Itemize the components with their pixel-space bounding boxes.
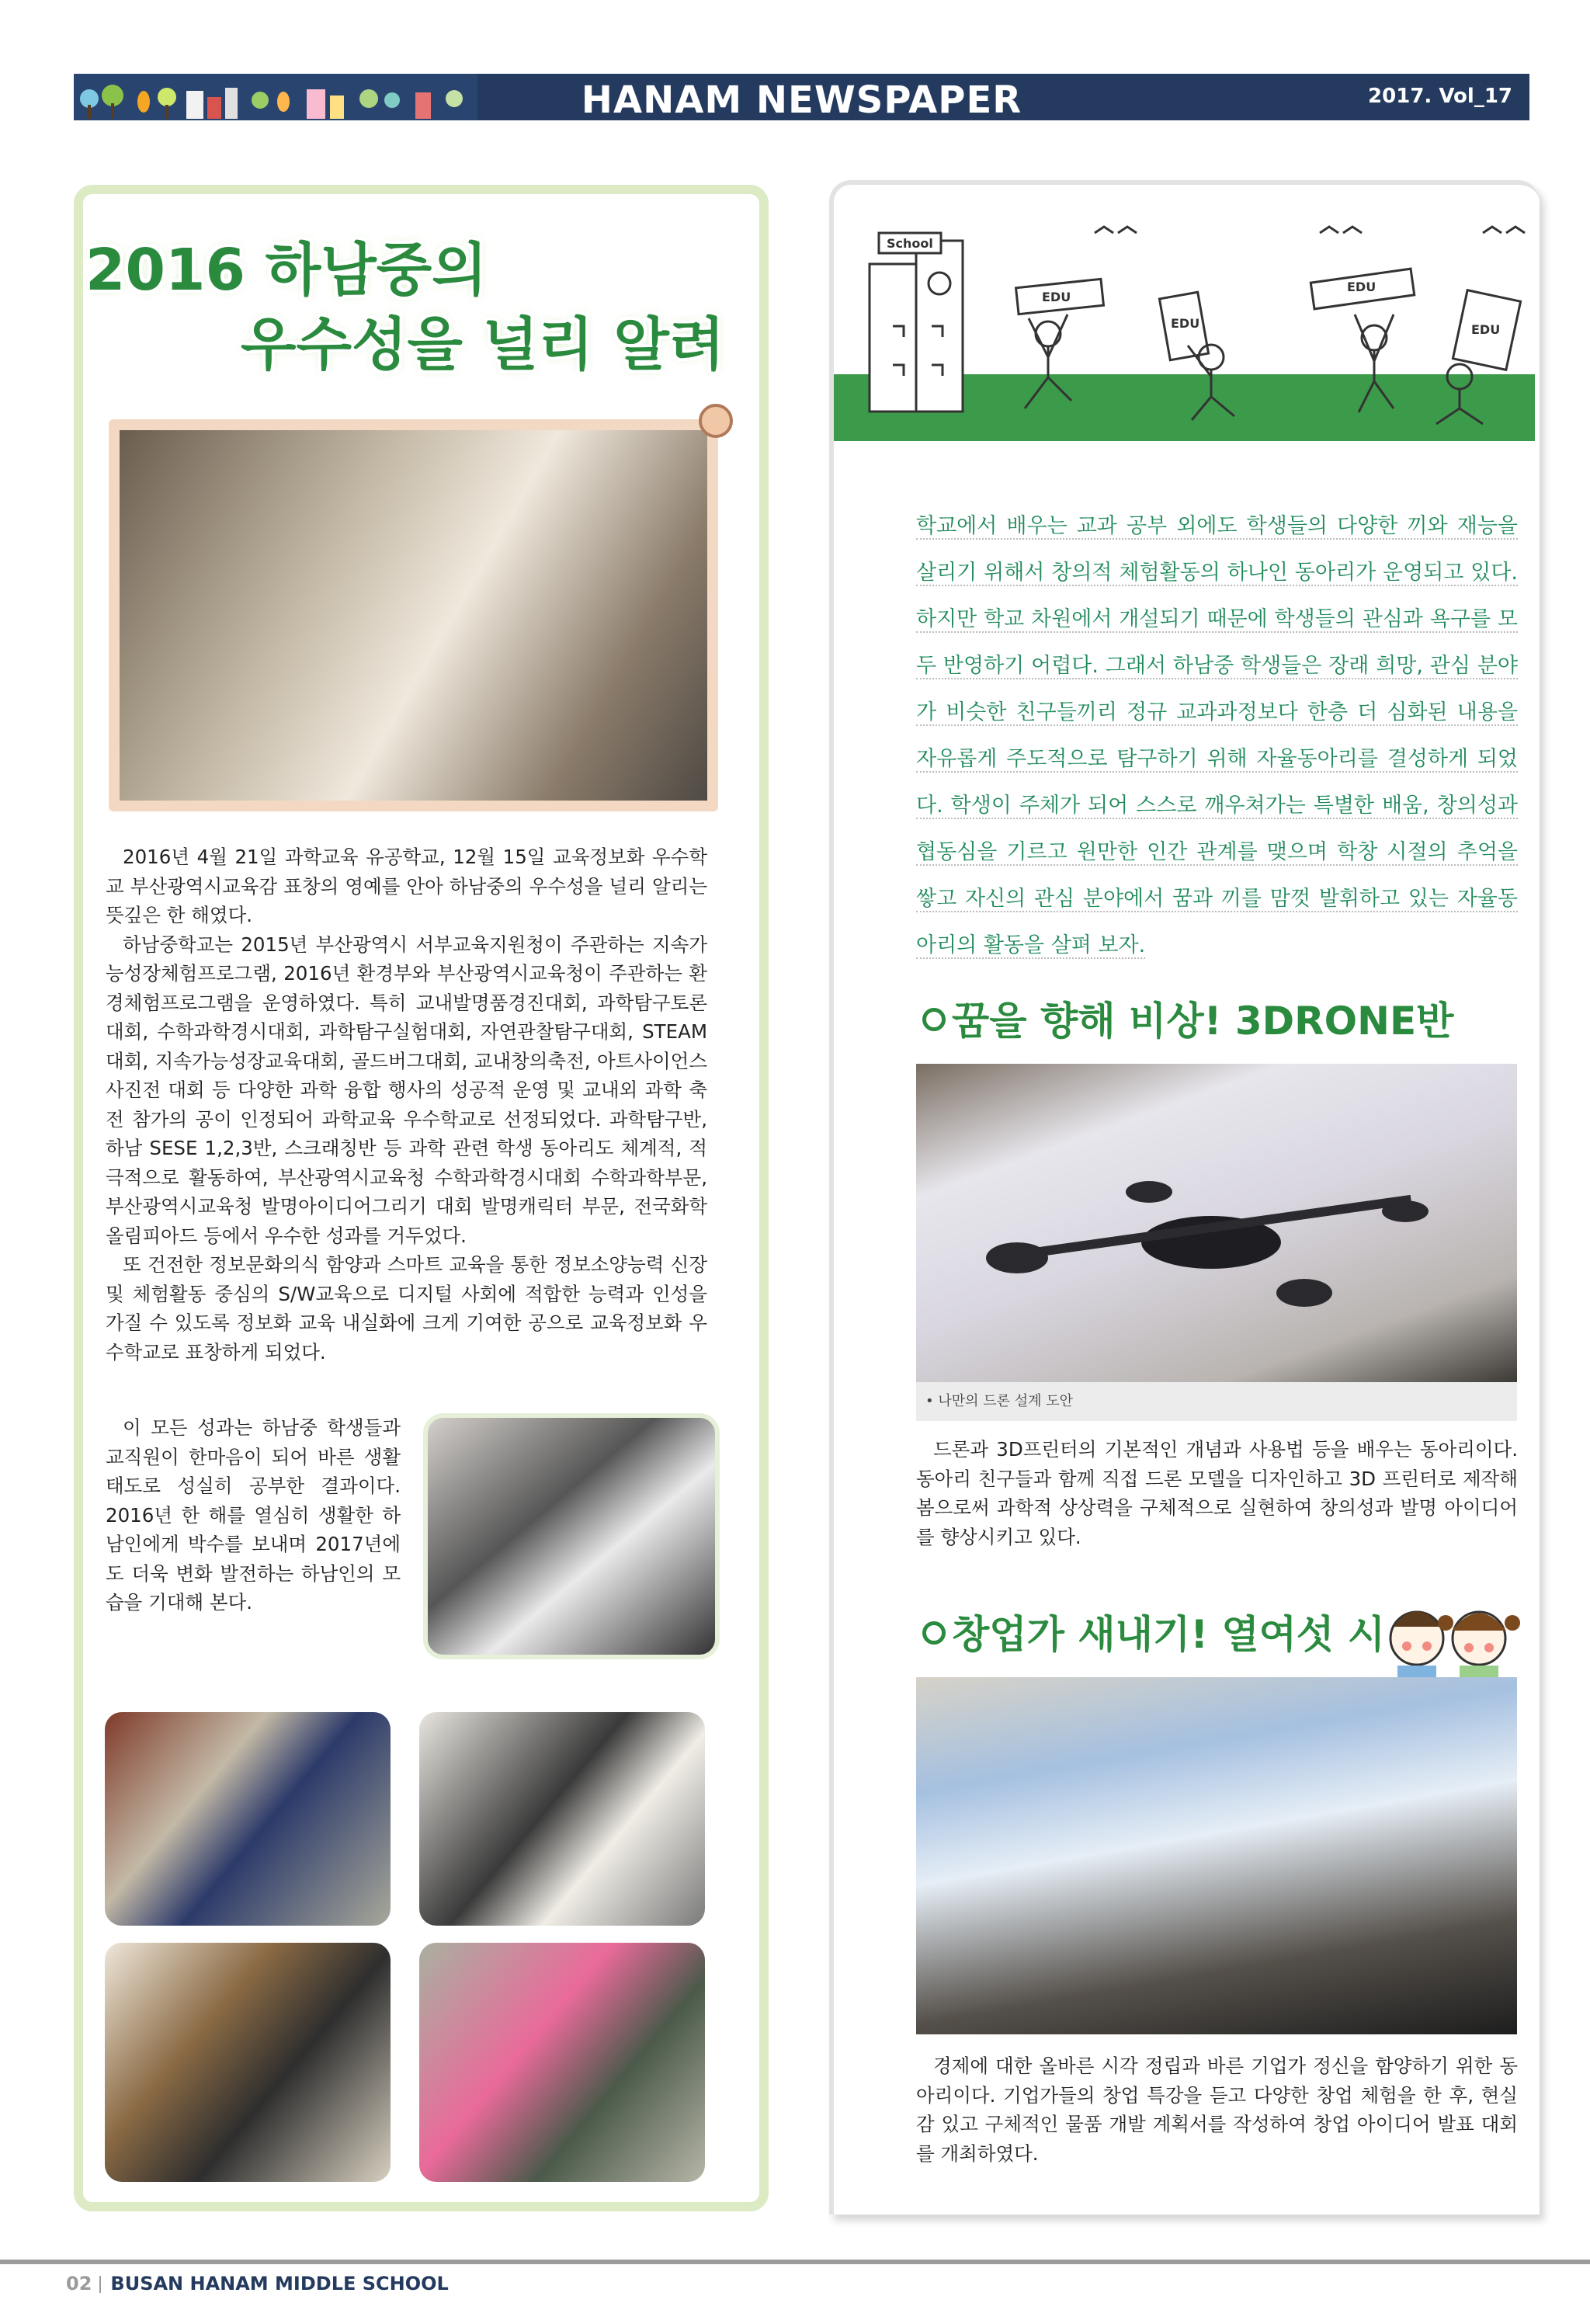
two-girls-cartoon-icon bbox=[1374, 1592, 1522, 1685]
illustration-label: EDU bbox=[1042, 290, 1071, 304]
section-heading-startup bbox=[922, 1603, 1385, 1659]
clubs-intro-text bbox=[916, 503, 1518, 969]
main-photo-students-project bbox=[109, 419, 718, 811]
masthead-bar bbox=[74, 74, 1529, 120]
issue-volume: 2017. Vol_17 bbox=[1368, 85, 1512, 108]
title-line-1: 2016 하남중의 bbox=[85, 237, 488, 304]
circle-bullet-icon bbox=[922, 1621, 946, 1645]
photo-building-structure bbox=[105, 1943, 391, 2182]
photo-startup-lecture bbox=[916, 1677, 1517, 2034]
photo-caption: • 나만의 드론 설계 도안 bbox=[916, 1382, 1517, 1421]
photo-outdoor-balloons bbox=[419, 1943, 705, 2182]
illustration-label: EDU bbox=[1171, 316, 1200, 331]
pushpin-icon bbox=[699, 404, 733, 438]
paragraph: 하남중학교는 2015년 부산광역시 서부교육지원청이 주관하는 지속가능성장체험프로그램, 2016년 환경부와 부산광역시교육청이 주관하는 환경체험프로그램을 운영하였다. 특히 교내발명품경진대회, 과학탐구토론대회, 수학과학경시대회, 과학탐구실험대회, 자연관찰탐구대회, STEAM대회, 지속가능성장교육대회, 골드버그대회, 교내창의축전, 아트사이언스 사진전 대회 등 다양한 과학 융합 행사의 성공적 운영 및 교내외 과학 축전 참가의 공이 인정되어 과학교육 우수학교로 선정되었다. 과학탐구반, 하남 SESE 1,2,3반, 스크래칭반 등 과학 관련 학생 동아리도 체계적, 적극적으로 활동하여, 부산광역시교육청 수학과학경시대회 수학과학부문, 부산광역시교육청 발명아이디어그리기 대회 발명캐릭터 부문, 전국화학올림피아드 등에서 우수한 성과를 거두었다. bbox=[106, 933, 707, 1247]
circle-bullet-icon bbox=[922, 1008, 946, 1031]
left-article-body bbox=[106, 842, 707, 1367]
section-heading-3drone bbox=[922, 990, 1453, 1046]
photo-model-plane bbox=[105, 1712, 391, 1926]
intro-paragraph: 학교에서 배우는 교과 공부 외에도 학생들의 다양한 끼와 재능을 살리기 위해서 창의적 체험활동의 하나인 동아리가 운영되고 있다. 하지만 학교 차원에서 개설되기 때문에 학생들의 관심과 욕구를 모두 반영하기 어렵다. 그래서 하남중 학생들은 장래 희망, 관심 분야가 비슷한 친구들끼리 정규 교과과정보다 한층 더 심화된 내용을 자유롭게 주도적으로 탐구하기 위해 자율동아리를 결성하게 되었다. 학생이 주체가 되어 스스로 깨우쳐가는 특별한 배움, 창의성과 협동심을 기르고 원만한 인간 관계를 맺으며 학창 시절의 추억을 쌓고 자신의 관심 분야에서 꿈과 끼를 맘껏 발휘하고 있는 자율동아리의 활동을 살펴 보자. bbox=[916, 514, 1518, 957]
footer-rule bbox=[0, 2260, 1590, 2264]
photo-lab-work bbox=[419, 1712, 705, 1926]
students-carrying-books-illustration-icon bbox=[862, 210, 1529, 435]
title-line-2: 우수성을 널리 알려 bbox=[241, 311, 725, 378]
page-number: 02 bbox=[66, 2273, 92, 2294]
school-name: BUSAN HANAM MIDDLE SCHOOL bbox=[110, 2273, 449, 2294]
paragraph: 2016년 4월 21일 과학교육 유공학교, 12월 15일 교육정보화 우수학교 부산광역시교육감 표창의 영예를 안아 하남중의 우수성을 널리 알리는 뜻깊은 한 해였다. bbox=[106, 846, 707, 926]
paragraph: 이 모든 성과는 하남중 학생들과 교직원이 한마음이 되어 바른 생활 태도로 성실히 공부한 결과이다. 2016년 한 해를 열심히 생활한 하남인에게 박수를 보내며 2017년에도 더욱 변화 발전하는 하남인의 모습을 기대해 본다. bbox=[106, 1416, 401, 1614]
footer-separator bbox=[99, 2276, 101, 2293]
photo-drone-design-screen bbox=[916, 1064, 1517, 1382]
paragraph: 드론과 3D프린터의 기본적인 개념과 사용법 등을 배우는 동아리이다. 동아리 친구들과 함께 직접 드론 모델을 디자인하고 3D 프린터로 제작해 봄으로써 과학적 상상력을 구체적으로 실현하여 창의성과 발명 아이디어를 향상시키고 있다. bbox=[916, 1438, 1518, 1548]
footer bbox=[66, 2273, 449, 2294]
newspaper-title: HANAM NEWSPAPER bbox=[581, 78, 1022, 122]
section-heading-text: 꿈을 향해 비상! 3DRONE반 bbox=[952, 999, 1454, 1044]
section-1-body bbox=[916, 1435, 1518, 1551]
illustration-label: EDU bbox=[1471, 322, 1501, 337]
section-heading-text: 창업가 새내기! 열여섯 시 bbox=[952, 1612, 1386, 1657]
paragraph: 경제에 대한 올바른 시각 정립과 바른 기업가 정신을 함양하기 위한 동아리이다. 기업가들의 창업 특강을 듣고 다양한 창업 체험을 한 후, 현실감 있고 구체적인 물품 개발 계획서를 작성하여 창업 아이디어 발표 대회를 개최하였다. bbox=[916, 2055, 1518, 2165]
photo-students-experiment bbox=[423, 1413, 720, 1659]
illustration-label: EDU bbox=[1347, 280, 1376, 294]
illustration-label: School bbox=[887, 236, 933, 251]
left-article-title bbox=[85, 233, 738, 382]
section-2-body bbox=[916, 2051, 1518, 2168]
left-article-closing bbox=[106, 1413, 401, 1617]
paragraph: 또 건전한 정보문화의식 함양과 스마트 교육을 통한 정보소양능력 신장 및 체험활동 중심의 S/W교육으로 디지털 사회에 적합한 능력과 인성을 가질 수 있도록 정보화 교육 내실화에 크게 기여한 공으로 교육정보화 우수학교로 표창하게 되었다. bbox=[106, 1253, 707, 1363]
